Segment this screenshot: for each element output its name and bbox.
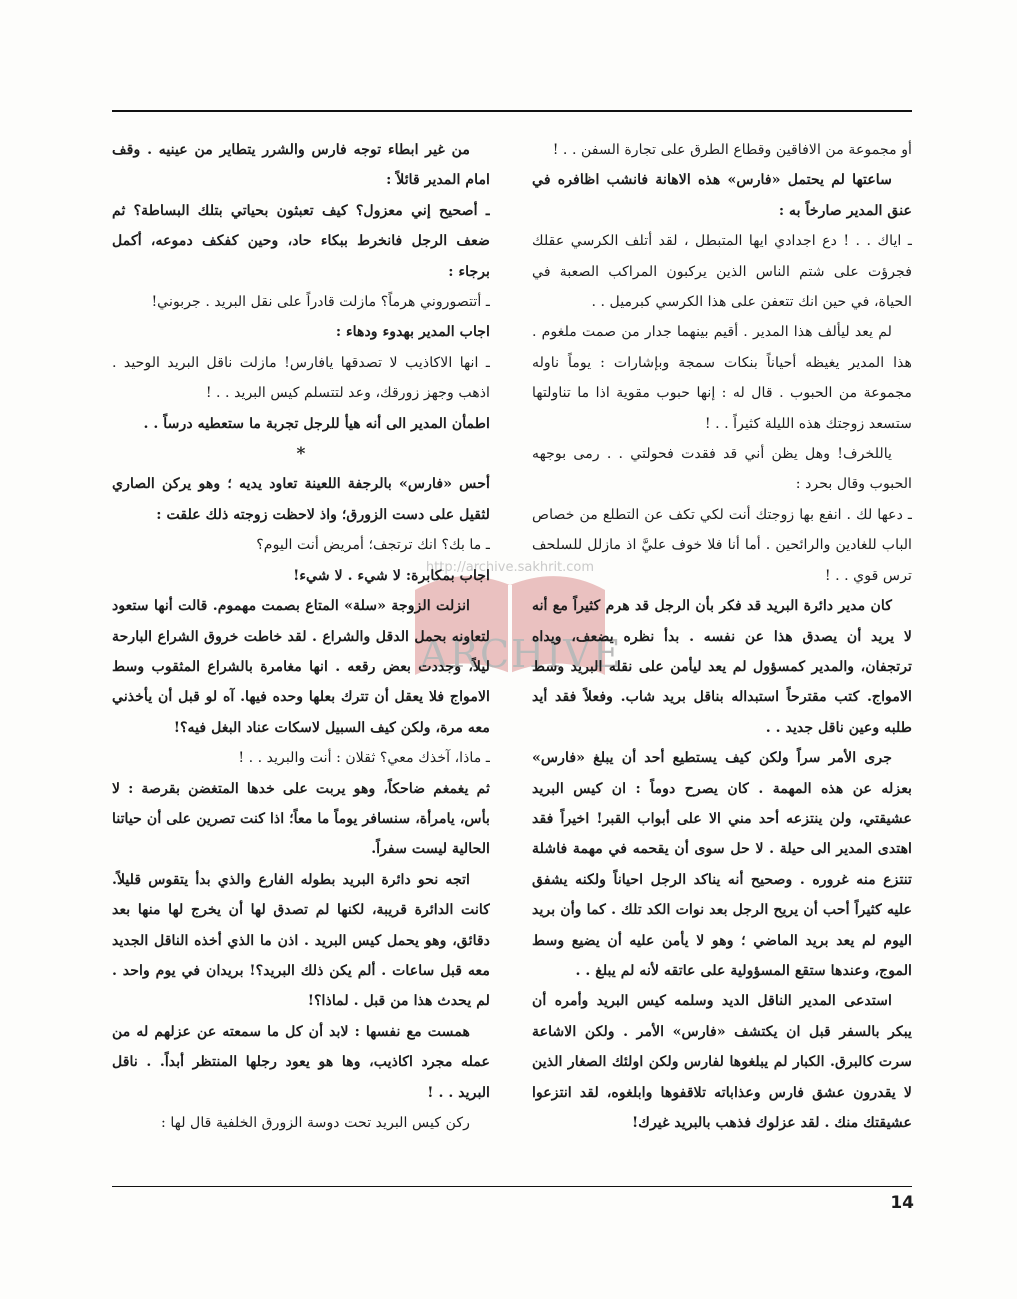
paragraph: ثم يغمغم ضاحكاً، وهو يربت على خدها المتغضن بقرصة : لا بأس، يامرأة، سنسافر يوماً ما معاً؛ اذا كنت تصرين على أن حياتنا الحالية ليست سفراً. bbox=[112, 780, 490, 858]
paragraph: اطمأن المدير الى أنه هيأ للرجل تجربة ما ستعطيه درساً . . bbox=[143, 415, 490, 432]
article-column-right bbox=[532, 135, 912, 1175]
paragraph: اجاب المدير بهدوء ودهاء : bbox=[335, 324, 490, 341]
paragraph: همست مع نفسها : لابد أن كل ما سمعته عن عزلهم له من عمله مجرد اكاذيب، وها هو يعود رجلها المنتظر أبداً. . ناقل البريد . . ! bbox=[112, 1023, 490, 1101]
paragraph: ـ ما بك؟ انك ترتجف؛ أمريض أنت اليوم؟ bbox=[256, 537, 490, 554]
article-column-left bbox=[112, 135, 490, 1175]
paragraph: ساعتها لم يحتمل «فارس» هذه الاهانة فانشب اظافره في عنق المدير صارخاً به : bbox=[532, 172, 912, 219]
paragraph: ـ دعها لك . انفع بها زوجتك أنت لكي تكف عن التطلع من خصاص الباب للغادين والرائحين . أما أنا فلا خوف عليَّ اذ مازلل للسلحف ترس قوي . . ! bbox=[532, 506, 912, 584]
paragraph: أحس «فارس» بالرجفة اللعينة تعاود يديه ؛ وهو يركن الصاري لثقيل على دست الزورق؛ واذ لاحظت زوجته ذلك علقت : bbox=[112, 476, 490, 523]
paragraph: جرى الأمر سراً ولكن كيف يستطيع أحد أن يبلغ «فارس» بعزله عن هذه المهمة . كان يصرح دوماً : ان كيس البريد عشيقتي، ولن ينتزعه أحد مني الا على أبواب القبر! اخيراً فقد اهتدى المدير الى حيلة . لا حل سوى أن يقحمه في مهمة فاشلة تنتزع منه غروره . وصحيح أنه يناكد الرجل احياناً ولكنه يشفق عليه كثيراً أحب أن يريح الرجل بعد نوات الكد تلك . كما وأن بريد اليوم لم يعد بريد الماضي ؛ وهو لا يأمن عليه أن يضيع وسط الموج، وعندها ستقع المسؤولية على عاتقه لأنه لم يبلغ . . bbox=[532, 750, 912, 979]
paragraph: ياللخرف! وهل يظن أني قد فقدت فحولتي . . رمى بوجهه الحبوب وقال بحرد : bbox=[532, 446, 912, 493]
paragraph: ـ اياك . . ! دع اجدادي ايها المتبطل ، لقد أتلف الكرسي عقلك فجرؤت على شتم الناس الذين يركبون المراكب الصعبة في الحياة، في حين انك تتعفن على هذا الكرسي كبرميل . . bbox=[532, 233, 912, 311]
paragraph: استدعى المدير الناقل الديد وسلمه كيس البريد وأمره أن يبكر بالسفر قبل ان يكتشف «فارس» الأمر . ولكن الاشاعة سرت كالبرق. الكبار لم يبلغوها لفارس ولكن اولئك الصغار الذين لا يقدرون عشق فارس وعذاباته تلاقفوها وابلغوه، لقد انتزعوا عشيقتك منك . لقد عزلوك فذهب بالبريد غيرك! bbox=[532, 993, 912, 1131]
paragraph: ركن كيس البريد تحت دوسة الزورق الخلفية قال لها : bbox=[161, 1115, 470, 1131]
paragraph: لم يعد ليألف هذا المدير . أقيم بينهما جدار من صمت ملغوم . هذا المدير يغيظه أحياناً بنكات سمجة وبإشارات : يوماً ناوله مجموعة من الحبوب . قال له : إنها حبوب مقوية اذا ما تناولتها ستسعد زوجتك هذه الليلة كثيراً . . ! bbox=[532, 324, 912, 432]
section-break-asterisk: * bbox=[296, 444, 306, 465]
paragraph: اتجه نحو دائرة البريد بطوله الفارع والذي بدأ يتقوس قليلاً. كانت الدائرة قريبة، لكنها لم تصدق لها أن يخرج لها منها بعد دقائق، وهو يحمل كيس البريد . اذن ما الذي أخذه الناقل الجديد معه قبل ساعات . ألم يكن ذلك البريد؟! بريدان في يوم واحد . لم يحدث هذا من قبل . لماذا؟! bbox=[112, 871, 490, 1010]
paragraph: كان مدير دائرة البريد قد فكر بأن الرجل قد هرم كثيراً مع أنه لا يريد أن يصدق هذا عن نفسه . بدأ نظره يضعف، ويداه ترتجفان، والمدير كمسؤول لم يعد ليأمن على نقله البريد وسط الامواج. كتب مقترحاً استبداله بناقل بريد شاب. وفعلاً فقد أيد طلبه وعين ناقل جديد . . bbox=[532, 598, 912, 736]
watermark-brand: ARCHIVE bbox=[420, 632, 623, 676]
paragraph: اجاب بمكابرة: لا شيء . لا شيء! bbox=[293, 567, 490, 584]
paragraph: ـ انها الاكاذيب لا تصدقها يافارس! مازلت ناقل البريد الوحيد . اذهب وجهز زورقك، وعد لتتسلم كيس البريد . . ! bbox=[112, 354, 490, 402]
paragraph: من غير ابطاء توجه فارس والشرر يتطاير من عينيه . وقف امام المدير قائلاً : bbox=[112, 142, 490, 189]
bottom-rule bbox=[112, 1186, 912, 1187]
paragraph: ـ أصحيح إني معزول؟ كيف تعبثون بحياتي بتلك البساطة؟ ثم ضعف الرجل فانخرط ببكاء حاد، وحين كفكف دموعه، أكمل برجاء : bbox=[112, 202, 490, 280]
paragraph: أو مجموعة من الافاقين وقطاع الطرق على تجارة السفن . . ! bbox=[552, 142, 912, 158]
paragraph: ـ أتتصوروني هرماً؟ مازلت قادراً على نقل البريد . جربوني! bbox=[151, 294, 490, 311]
paragraph: ـ ماذا، آخذك معي؟ ثقلان : أنت والبريد . . ! bbox=[238, 750, 490, 767]
page-number: 14 bbox=[890, 1193, 914, 1213]
top-rule bbox=[112, 110, 912, 112]
paragraph: انزلت الزوجة «سلة» المتاع بصمت مهموم. قالت أنها ستعود لتعاونه بحمل الدقل والشراع . لقد خاطت خروق الشراع البارحة ليلاً، وجددت بعض رقعه . انها مغامرة بالشراع المثقوب وسط الامواج فلا يعقل أن تترك بعلها وحده فيها. آه لو قبل أن يأخذني معه مرة، ولكن كيف السبيل لاسكات عناد البغل فيه؟! bbox=[112, 598, 490, 736]
watermark-url: http://archive.sakhrit.com bbox=[425, 560, 595, 575]
